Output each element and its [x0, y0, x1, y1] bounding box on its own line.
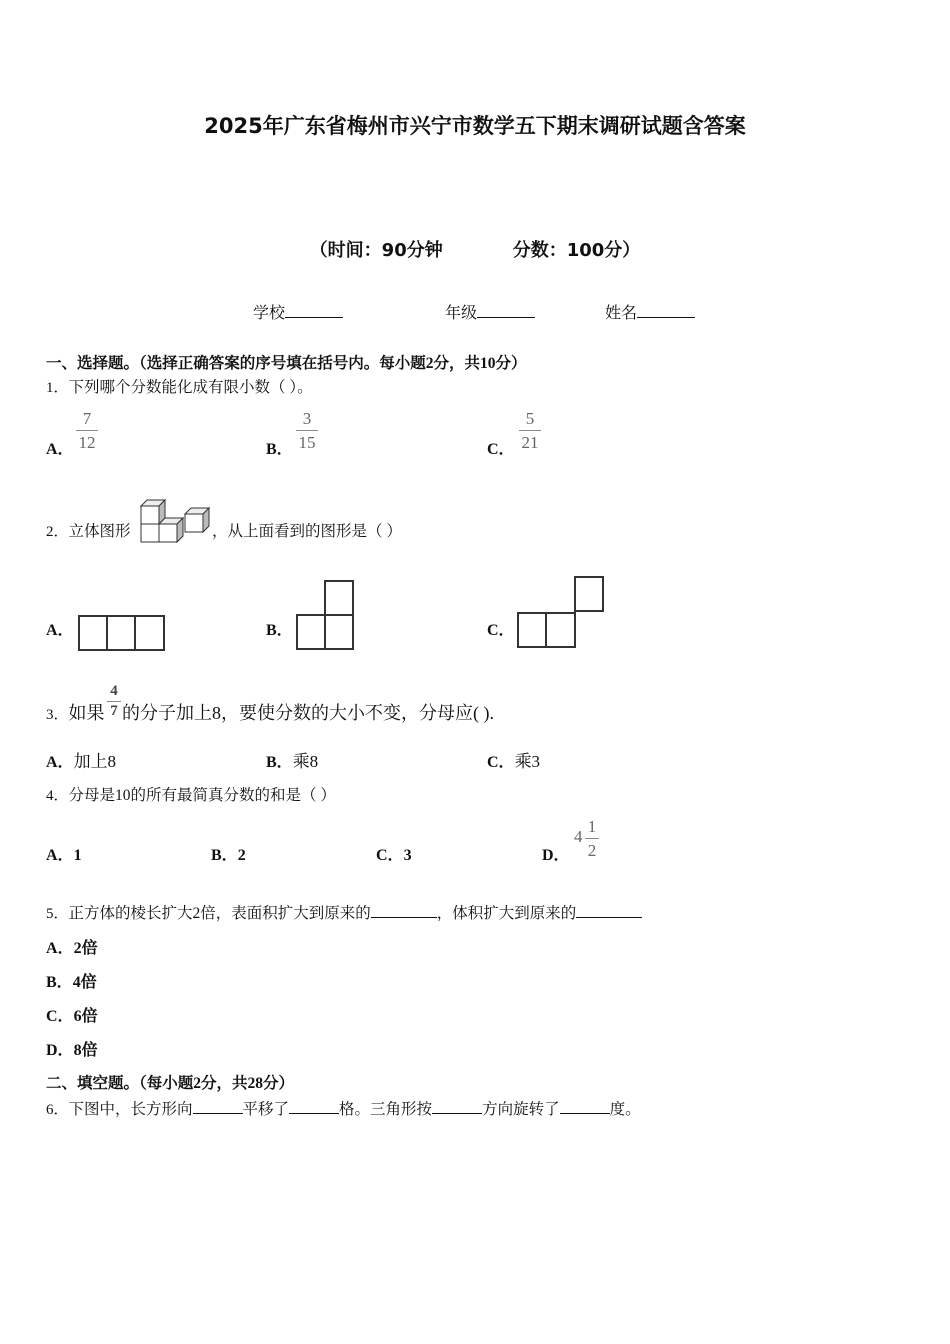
- q1-option-a-fraction: [76, 410, 98, 451]
- q5-a-text: 2倍: [73, 940, 98, 957]
- q2-text-after: ，从上面看到的图形是（ ）: [212, 523, 402, 540]
- q4-d-denominator: 2: [587, 841, 597, 860]
- q1-b-numerator: 3: [302, 409, 312, 428]
- q5-blank-1[interactable]: [371, 903, 437, 918]
- q4-option-d[interactable]: D．: [542, 847, 570, 864]
- q5-blank-2[interactable]: [576, 903, 642, 918]
- q2-c-square-1: [517, 612, 547, 648]
- q3-denominator: 7: [110, 703, 118, 719]
- q2-a-square-2: [106, 615, 136, 651]
- school-field[interactable]: [253, 300, 343, 323]
- q5-d-label: D．: [46, 1042, 74, 1059]
- q5-option-c[interactable]: [46, 1003, 98, 1026]
- q6-number: 6．: [46, 1102, 69, 1118]
- q6-text-3: 格。三角形按: [339, 1101, 433, 1118]
- q4-number: 4．: [46, 788, 69, 804]
- q4-b-label: B．: [211, 847, 238, 864]
- q1-b-denominator: 15: [298, 433, 316, 452]
- school-label: 学校: [253, 305, 286, 322]
- q6-blank-2[interactable]: [289, 1099, 339, 1114]
- q3-c-text: 乘3: [514, 752, 541, 771]
- q3-option-b[interactable]: [266, 747, 318, 772]
- q6-text-2: 平移了: [242, 1101, 290, 1118]
- q5-a-label: A．: [46, 940, 74, 957]
- exam-score: 分数：100分）: [512, 240, 641, 261]
- q2-option-c[interactable]: C．: [487, 622, 515, 639]
- q2-a-square-3: [134, 615, 165, 651]
- grade-blank[interactable]: [477, 303, 535, 318]
- q2-text-before: 立体图形: [68, 523, 131, 540]
- q1-option-c[interactable]: C．: [487, 441, 515, 458]
- q3-option-c[interactable]: [487, 747, 540, 772]
- q3-b-text: 乘8: [292, 752, 319, 771]
- section2-heading: 二、填空题。（每小题2分，共28分）: [46, 1075, 295, 1092]
- q3-text-before: 如果: [68, 703, 105, 723]
- q6-blank-4[interactable]: [560, 1099, 610, 1114]
- page-title: 2025年广东省梅州市兴宁市数学五下期末调研试题含答案: [204, 114, 746, 138]
- q2-c-square-top: [574, 576, 604, 612]
- question-3-start: [46, 699, 105, 725]
- section1-heading: 一、选择题。（选择正确答案的序号填在括号内。每小题2分，共10分）: [46, 355, 527, 372]
- q1-c-numerator: 5: [525, 409, 535, 428]
- exam-time: （时间：90分钟: [309, 240, 443, 261]
- q6-text-5: 度。: [609, 1101, 641, 1118]
- q3-fraction: [107, 684, 121, 719]
- q5-option-a[interactable]: [46, 935, 98, 958]
- q3-a-label: A．: [46, 754, 74, 771]
- q1-option-c-fraction: [519, 410, 541, 451]
- q2-a-square-1: [78, 615, 108, 651]
- q2-c-square-2: [545, 612, 576, 648]
- grade-label: 年级: [445, 305, 478, 322]
- q3-c-label: C．: [487, 754, 515, 771]
- q3-a-text: 加上8: [73, 752, 117, 771]
- question-2-start: [46, 519, 131, 541]
- q3-numerator: 4: [110, 683, 118, 699]
- q5-b-label: B．: [46, 974, 73, 991]
- q4-a-label: A．: [46, 847, 74, 864]
- q4-option-c[interactable]: [376, 842, 412, 865]
- grade-field[interactable]: [445, 300, 535, 323]
- q1-option-b-fraction: [296, 410, 318, 451]
- q4-b-text: 2: [237, 847, 246, 864]
- q6-text-4: 方向旋转了: [482, 1101, 560, 1118]
- q5-option-d[interactable]: [46, 1037, 98, 1060]
- q4-text: 分母是10的所有最简真分数的和是（ ）: [68, 787, 336, 804]
- q4-option-b[interactable]: [211, 842, 246, 865]
- q1-a-denominator: 12: [78, 433, 96, 452]
- name-field[interactable]: [605, 300, 695, 323]
- q6-text-1: 下图中，长方形向: [68, 1101, 193, 1118]
- name-blank[interactable]: [637, 303, 695, 318]
- q1-c-denominator: 21: [521, 433, 539, 452]
- question-4: [46, 783, 336, 805]
- q4-d-numerator: 1: [587, 817, 597, 836]
- solid-figure-image: [139, 494, 211, 548]
- q2-b-square-top: [324, 580, 354, 616]
- q1-text: 下列哪个分数能化成有限小数（ ）。: [68, 379, 313, 396]
- exam-time-score: [0, 236, 950, 262]
- q6-blank-3[interactable]: [432, 1099, 482, 1114]
- q2-option-b[interactable]: B．: [266, 622, 293, 639]
- q5-text-b: ，体积扩大到原来的: [436, 905, 577, 922]
- q1-number: 1．: [46, 380, 69, 396]
- q3-number: 3．: [46, 707, 69, 723]
- question-1: [46, 375, 313, 397]
- q5-c-label: C．: [46, 1008, 74, 1025]
- q4-d-fraction: [585, 818, 599, 859]
- q1-option-a[interactable]: A．: [46, 441, 74, 458]
- q1-a-numerator: 7: [82, 409, 92, 428]
- q2-b-square-1: [296, 614, 326, 650]
- question-6: [46, 1097, 641, 1119]
- q6-blank-1[interactable]: [193, 1099, 243, 1114]
- q4-a-text: 1: [73, 847, 82, 864]
- q4-c-label: C．: [376, 847, 404, 864]
- q4-c-text: 3: [403, 847, 412, 864]
- q3-option-a[interactable]: [46, 747, 116, 772]
- q3-text-after: 的分子加上8，要使分数的大小不变，分母应( ).: [122, 703, 494, 723]
- q4-option-a[interactable]: [46, 842, 82, 865]
- q5-d-text: 8倍: [73, 1042, 98, 1059]
- q5-b-text: 4倍: [72, 974, 97, 991]
- q5-option-b[interactable]: [46, 969, 97, 992]
- q4-d-whole: 4: [574, 827, 583, 846]
- q5-text-a: 正方体的棱长扩大2倍，表面积扩大到原来的: [68, 905, 371, 922]
- q2-b-square-2: [324, 614, 354, 650]
- q5-c-text: 6倍: [73, 1008, 98, 1025]
- q2-number: 2．: [46, 524, 69, 540]
- name-label: 姓名: [605, 305, 638, 322]
- q2-option-a[interactable]: A．: [46, 622, 74, 639]
- q5-number: 5．: [46, 906, 69, 922]
- q1-option-b[interactable]: B．: [266, 441, 293, 458]
- q3-b-label: B．: [266, 754, 293, 771]
- question-5: [46, 901, 642, 923]
- school-blank[interactable]: [285, 303, 343, 318]
